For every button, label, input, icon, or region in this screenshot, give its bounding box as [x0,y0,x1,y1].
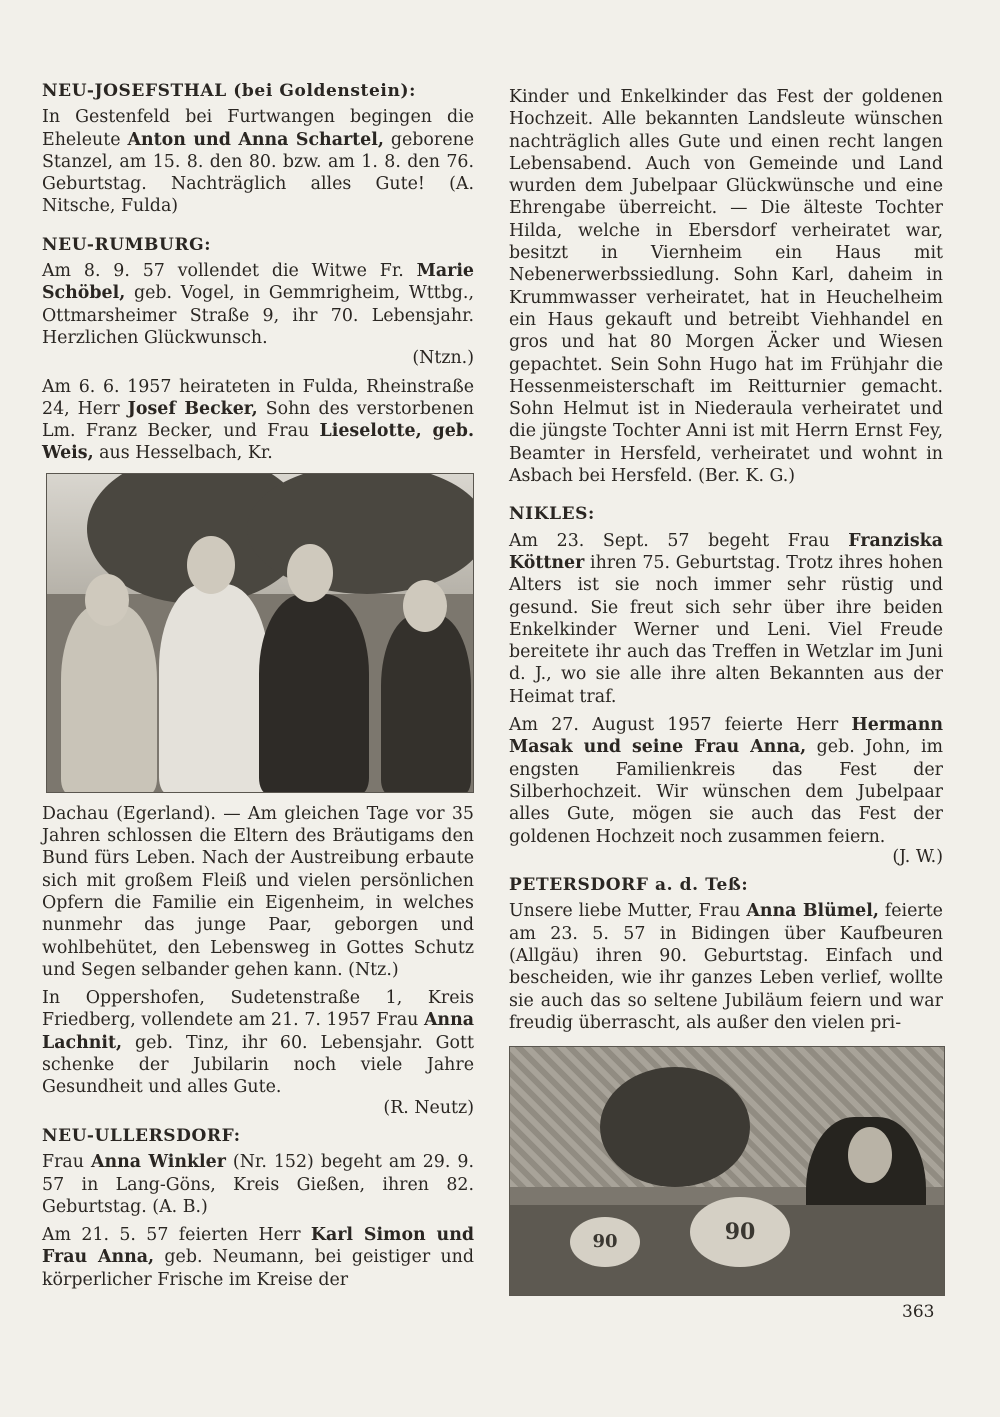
text: aus Hesselbach, Kr. [93,443,273,464]
name-bold: Karl Simon und Frau Anna, [42,1225,474,1268]
credit: (R. Neutz) [383,1097,474,1118]
text: feierte am 23. 5. 57 in Bidingen über Kaufbeuren (Allgäu) ihren 90. Geburtstag. Einfach und bescheiden, wie ihr ganzes Leben verlief, wollte sie auch das so seltene Jubiläum feiern und war freudig überrascht, als außer den vielen pri- [509,901,943,1033]
text: geb. Neumann, bei geistiger und körperlicher Frische im Kreise der [42,1247,474,1290]
text: geb. John, im engsten Familienkreis das Fest der Silberhochzeit. Wir wünschen dem Jubelpaar alles Gute, mögen sie auch das Fest der goldenen Hochzeit noch zusammen feiern. [509,737,944,847]
text: geborene Stanzel, am 15. 8. den 80. bzw. am 1. 8. den 76. Geburtstag. Nachträglich alles Gute! (A. Nitsche, Fulda) [42,129,474,217]
left-column [42,80,474,1297]
name-bold: Anton und Anna Schartel, [127,129,384,150]
paragraph-koettner [509,530,943,708]
wedding-photo [46,473,474,793]
paragraph-schoebel [42,260,474,349]
text: Am 23. Sept. 57 begeht Frau [509,530,849,551]
right-column [509,86,943,1296]
birthday-photo [509,1046,945,1296]
heading-petersdorf: PETERSDORF a. d. Teß: [509,875,749,896]
text: geb. Tinz, ihr 60. Lebensjahr. Gott schenke der Jubilarin noch viele Jahre Gesundheit und alles Gute. [42,1032,474,1098]
heading-neu-ullersdorf: NEU-ULLERSDORF: [42,1125,241,1146]
text: Unsere liebe Mutter, Frau [509,901,747,922]
paragraph-dachau: Dachau (Egerland). — Am gleichen Tage vor 35 Jahren schlossen die Eltern des Bräutigams den Bund fürs Leben. Nach der Austreibung erbaute sich mit großem Fleiß und vielen persönlichen Opfern die Familie ein Eigenheim, in welches nunmehr das junge Paar, geborgen und wohlbehütet, den Lebensweg in Gottes Schutz und Segen selbander gehen kann. (Ntz.) [42,803,474,980]
page-number: 363 [902,1302,935,1322]
paragraph-masak [509,714,943,848]
text: In Oppershofen, Sudetenstraße 1, Kreis Friedberg, vollendete am 21. 7. 1957 Frau [42,988,474,1031]
credit: (J. W.) [892,846,943,867]
paragraph-schartel [42,106,474,217]
paragraph-bluemel [509,900,943,1034]
credit: (Ntzn.) [412,348,474,369]
paragraph-simon-continued: Kinder und Enkelkinder das Fest der goldenen Hochzeit. Alle bekannten Landsleute wünschen nachträglich alles Gute und einen recht langen Lebensabend. Auch von Gemeinde und Land wurden dem Jubelpaar Glückwünsche und eine Ehrengabe überreicht. — Die älteste Tochter Hilda, welche in Ebersdorf verheiratet war, besitzt in Viernheim ein Haus mit Nebenerwerbssiedlung. Sohn Karl, daheim in Krummwasser verheiratet, hat in Heuchelheim ein Haus gekauft und betreibt Viehhandel en gros und hat 80 Morgen Äcker und Wiesen gepachtet. Sein Sohn Hugo hat im Frühjahr die Hessenmeisterschaft im Reitturnier gemacht. Sohn Helmut ist in Niederaula verheiratet und die jüngste Tochter Anni ist mit Herrn Ernst Fey, Beamter in Hersfeld, verheiratet und wohnt in Asbach bei Hersfeld. (Ber. K. G.) [509,87,943,487]
text: geb. Vogel, in Gemmrigheim, Wttbg., Ottmarsheimer Straße 9, ihr 70. Lebensjahr. Herzlichen Glückwunsch. [42,283,474,348]
name-bold: Anna Winkler [90,1152,226,1173]
cake-90-left: 90 [570,1217,640,1267]
name-bold: Hermann Masak und seine Frau Anna, [509,715,943,758]
text: Am 8. 9. 57 vollendet die Witwe Fr. [42,261,417,282]
paragraph-becker [42,376,474,465]
text: Am 6. 6. 1957 heirateten in Fulda, Rheinstraße 24, Herr [42,376,474,419]
text: Am 27. August 1957 feierte Herr [509,715,852,736]
name-bold: Lieselotte, geb. Weis, [42,421,474,464]
name-bold: Anna Blümel, [746,901,879,922]
text: ihren 75. Geburtstag. Trotz ihres hohen Alters ist sie noch immer sehr rüstig und gesund. Sie freut sich sehr über ihre beiden Enkelkinder Werner und Leni. Viel Freude bereitete ihr auch das Treffen in Wetzlar im Juni d. J., wo sie alle ihre alten Bekannten aus der Heimat traf. [509,552,943,707]
paragraph-simon [42,1224,474,1291]
heading-neu-josefsthal: NEU-JOSEFSTHAL (bei Goldenstein): [42,81,416,101]
name-bold: Marie Schöbel, [42,261,474,304]
text: Sohn des verstorbenen Lm. Franz Becker, und Frau [42,398,475,442]
heading-nikles: NIKLES: [509,504,595,525]
text: Frau [42,1152,91,1173]
cake-90-center: 90 [690,1197,790,1267]
name-bold: Josef Becker, [127,398,258,419]
paragraph-winkler [42,1151,474,1218]
paragraph-lachnit [42,987,474,1098]
name-bold: Franziska Köttner [509,530,943,573]
text: Am 21. 5. 57 feierten Herr [42,1225,311,1246]
name-bold: Anna Lachnit, [42,1010,474,1053]
heading-neu-rumburg: NEU-RUMBURG: [42,234,212,255]
text: (Nr. 152) begeht am 29. 9. 57 in Lang-Göns, Kreis Gießen, ihren 82. Geburtstag. (A. B.) [42,1152,474,1217]
text: In Gestenfeld bei Furtwangen begingen die Eheleute [42,107,474,150]
